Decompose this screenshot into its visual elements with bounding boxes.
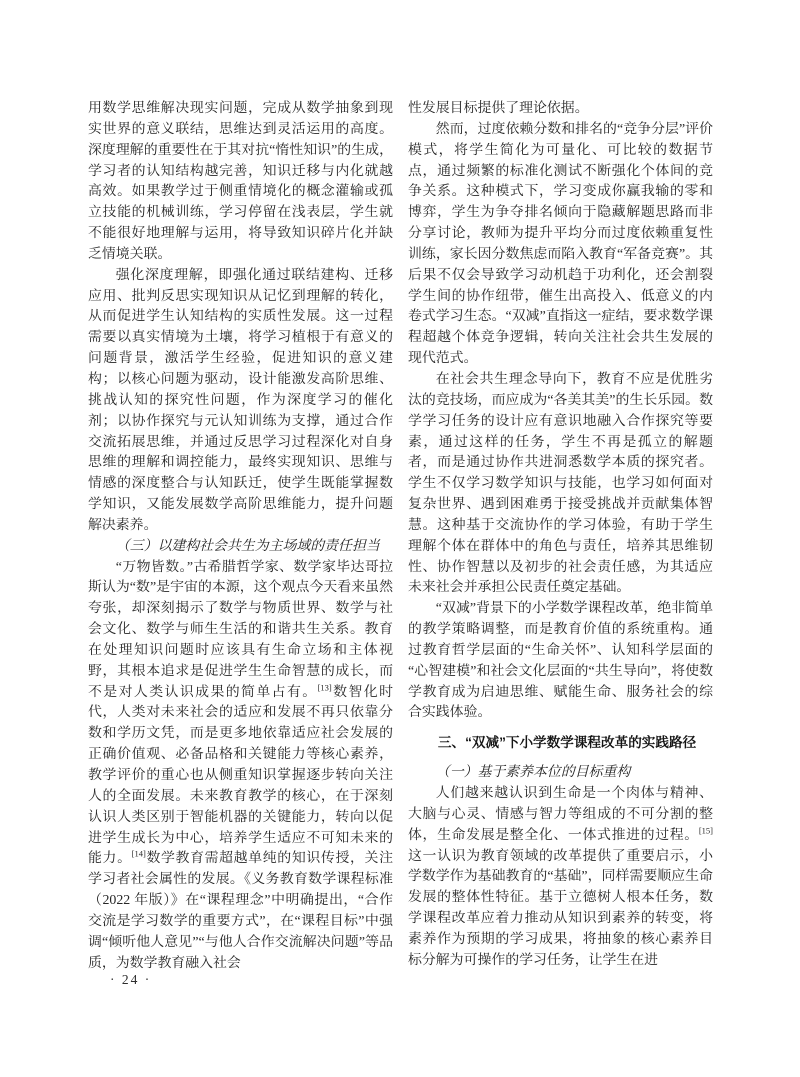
paragraph: 人们越来越认识到生命是一个肉体与精神、大脑与心灵、情感与智力等组成的不可分割的整体，生命发展是整全化、一体式推进的过程。[15]这一认识为教育领域的改革提供了重要启示，小学数学作为基础教育的“基础”，同样需要顺应生命发展的整体性特征。基于立德树人根本任务，数学课程改革应着力推动从知识到素养的转变，将素养作为预期的学习成果，将抽象的核心素养目标分解为可操作的学习任务，让学生在进 xyxy=(408,786,713,968)
paragraph: “双减”背景下的小学数学课程改革，绝非简单的教学策略调整，而是教育价值的系统重构。通过教育哲学层面的“生命关怀”、认知科学层面的“心智建模”和社会文化层面的“共生导向”，将使数学教育成为启迪思维、赋能生命、服务社会的综合实践体验。 xyxy=(408,601,713,721)
citation-ref: [14] xyxy=(131,848,146,859)
citation-ref: [15] xyxy=(698,825,713,836)
paragraph: “万物皆数。”古希腊哲学家、数学家毕达哥拉斯认为“数”是宇宙的本源，这个观点今天看来虽然夸张，却深刻揭示了数学与物质世界、数学与社会文化、数学与师生生活的和谐共生关系。教育在处理知识问题时应该具有生命立场和主体视野，其根本追求是促进学生生命智慧的成长，而不是对人类认识成果的简单占有。[13]数智化时代，人类对未来社会的适应和发展不再只依靠分数和学历文凭，而是更多地依靠适应社会发展的正确价值观、必备品格和关键能力等核心素养，教学评价的重心也从侧重知识掌握逐步转向关注人的全面发展。未来教育教学的核心，在于深刻认识人类区别于智能机器的关键能力，转向以促进学生成长为中心，培养学生适应不可知未来的能力。[14]数学教育需超越单纯的知识传授，关注学习者社会属性的发展。《义务教育数学课程标准（2022 年版）》在“课程理念”中明确提出，“合作交流是学习数学的重要方式”，在“课程目标”中强调“倾听他人意见”“与他人合作交流解决问题”等品质，为数学教育融入社会 xyxy=(88,559,393,971)
left-column xyxy=(88,99,393,974)
section-heading: 三、“双减”下小学数学课程改革的实践路径 xyxy=(437,735,697,751)
subsection-heading: （三）以建构社会共生为主场域的责任担当 xyxy=(115,538,380,554)
paragraph: 在社会共生理念导向下，教育不应是优胜劣汰的竞技场，而应成为“各美其美”的生长乐园。数学学习任务的设计应有意识地融入合作探究等要素，通过这样的任务，学生不再是孤立的解题者，而是通过协作共进洞悉数学本质的探究者。学生不仅学习数学知识与技能，也学习如何面对复杂世界、遇到困难勇于接受挑战并贡献集体智慧。这种基于交流协作的学习体验，有助于学生理解个体在群体中的角色与责任，培养其思维韧性、协作智慧以及初步的社会责任感，为其适应未来社会并承担公民责任奠定基础。 xyxy=(408,371,713,596)
paragraph-continued: 用数学思维解决现实问题，完成从数学抽象到现实世界的意义联结，思维达到灵活运用的高度。深度理解的重要性在于其对抗“惰性知识”的生成，学习者的认知结构越完善，知识迁移与内化就越高效。如果教学过于侧重情境化的概念灌输或孤立技能的机械训练，学习停留在浅表层，学生就不能很好地理解与运用，将导致知识碎片化并缺乏情境关联。 xyxy=(88,101,393,262)
page-body xyxy=(88,99,713,974)
paragraph: 然而，过度依赖分数和排名的“竞争分层”评价模式，将学生简化为可量化、可比较的数据节点，通过频繁的标准化测试不断强化个体间的竞争关系。这种模式下，学习变成你赢我输的零和博弈，学生为争夺排名倾向于隐藏解题思路而非分享讨论，教师为提升平均分而过度依赖重复性训练，家长因分数焦虑而陷入教育“军备竞赛”。其后果不仅会导致学习动机趋于功利化，还会割裂学生间的协作纽带，催生出高投入、低意义的内卷式学习生态。“双减”直指这一症结，要求数学课程超越个体竞争逻辑，转向关注社会共生发展的现代范式。 xyxy=(408,121,713,367)
subsection-heading: （一）基于素养本位的目标重构 xyxy=(435,765,631,781)
citation-ref: [13] xyxy=(317,682,332,692)
paragraph-continued: 性发展目标提供了理论依据。 xyxy=(408,101,589,116)
page-number: · 24 · xyxy=(110,972,152,987)
paragraph: 强化深度理解，即强化通过联结建构、迁移应用、批判反思实现知识从记忆到理解的转化，从而促进学生认知结构的实质性发展。这一过程需要以真实情境为土壤，将学习植根于有意义的问题背景，激活学生经验，促进知识的意义建构；以核心问题为驱动，设计能激发高阶思维、挑战认知的探究性问题，作为深度学习的催化剂；以协作探究与元认知训练为支撑，通过合作交流拓展思维，并通过反思学习过程深化对自身思维的理解和调控能力，最终实现知识、思维与情感的深度整合与认知跃迁，使学生既能掌握数学知识，又能发展数学高阶思维能力，提升问题解决素养。 xyxy=(88,267,393,533)
right-column xyxy=(408,99,713,974)
